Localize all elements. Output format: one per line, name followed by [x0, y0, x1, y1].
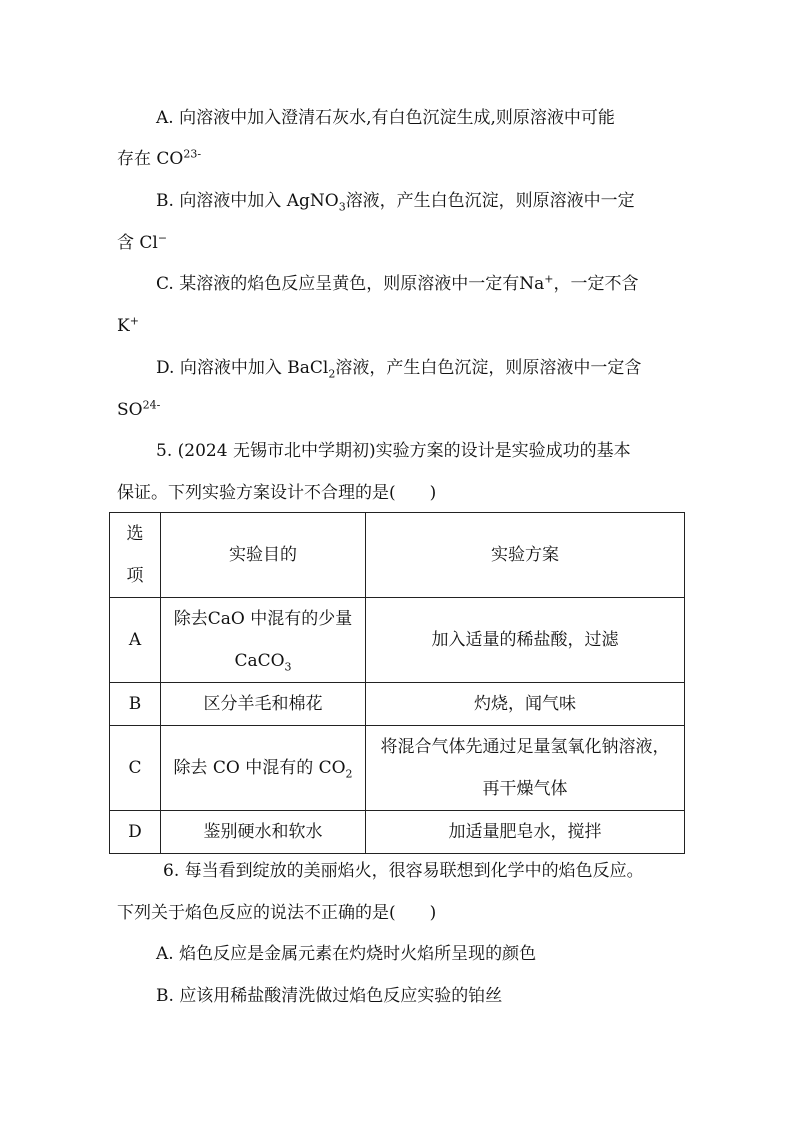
row-b-goal: 区分羊毛和棉花 — [161, 683, 366, 726]
q6-option-a-label: A. — [156, 944, 174, 964]
header-plan: 实验方案 — [366, 513, 685, 598]
q4-option-b — [156, 189, 635, 213]
q4-option-a-text: 向溶液中加入澄清石灰水,有白色沉淀生成,则原溶液中可能 — [179, 108, 615, 128]
q4-option-c-cont-text: K — [117, 316, 130, 336]
header-option-char1: 选 — [126, 524, 144, 544]
q5-stem-line2 — [117, 481, 436, 505]
q4-option-d-sup: 24- — [142, 398, 161, 412]
header-goal: 实验目的 — [161, 513, 366, 598]
row-d-option: D — [110, 811, 161, 854]
row-a-goal-line2 — [167, 640, 359, 682]
row-a-plan: 加入适量的稀盐酸，过滤 — [366, 598, 685, 683]
q5-number: 5. — [156, 441, 173, 461]
q6-option-a — [156, 942, 536, 966]
q4-option-c-label: C. — [156, 274, 174, 294]
row-c-option: C — [110, 726, 161, 811]
q4-option-b-label: B. — [156, 191, 174, 211]
q4-option-b-cont — [117, 231, 167, 255]
row-c-goal-sub: 2 — [345, 767, 353, 781]
q6-option-b-label: B. — [156, 986, 174, 1006]
row-a-option: A — [110, 598, 161, 683]
header-option — [110, 513, 161, 598]
q6-stem2: 下列关于焰色反应的说法不正确的是( ) — [117, 903, 437, 923]
q6-stem-line2 — [117, 901, 436, 925]
q4-option-c-text2: ，一定不含 — [553, 274, 639, 294]
q4-option-d-cont — [117, 398, 160, 422]
q4-option-d-text1: 向溶液中加入 BaCl — [179, 358, 329, 378]
q4-option-b-cont-text: 含 Cl — [117, 233, 158, 253]
q4-option-d-text2: 溶液，产生白色沉淀，则原溶液中一定含 — [335, 358, 642, 378]
q4-option-b-text1: 向溶液中加入 AgNO — [179, 191, 339, 211]
q4-option-b-sub: 3 — [338, 200, 346, 214]
q6-stem-line1 — [163, 859, 644, 883]
row-c-plan — [366, 726, 685, 811]
q4-option-a-cont-text: 存在 CO — [117, 149, 184, 169]
q5-stem1: (2024 无锡市北中学期初)实验方案的设计是实验成功的基本 — [177, 441, 631, 461]
q4-option-c-sup: + — [544, 272, 554, 286]
q6-number: 6. — [163, 861, 180, 881]
q6-stem1: 每当看到绽放的美丽焰火，很容易联想到化学中的焰色反应。 — [184, 861, 644, 881]
table-row — [110, 726, 685, 811]
q4-option-d-cont-text: SO — [117, 400, 143, 420]
row-a-goal-formula: CaCO — [234, 651, 285, 671]
table-header-row — [110, 513, 685, 598]
row-d-plan: 加适量肥皂水，搅拌 — [366, 811, 685, 854]
q4-option-c — [156, 272, 638, 296]
q4-option-d — [156, 356, 641, 380]
q4-option-b-sup: − — [157, 231, 168, 245]
q4-option-d-label: D. — [156, 358, 175, 378]
row-a-goal — [161, 598, 366, 683]
row-b-plan: 灼烧，闻气味 — [366, 683, 685, 726]
row-d-goal: 鉴别硬水和软水 — [161, 811, 366, 854]
header-option-char2: 项 — [126, 566, 144, 586]
q4-option-c-cont-sup: + — [129, 314, 139, 328]
row-b-option: B — [110, 683, 161, 726]
q5-stem2: 保证。下列实验方案设计不合理的是( ) — [117, 483, 437, 503]
experiment-table — [109, 512, 685, 854]
q4-option-a-label: A. — [156, 108, 174, 128]
row-c-goal-text: 除去 CO 中混有的 CO — [173, 758, 346, 778]
row-a-goal-line1: 除去CaO 中混有的少量 — [173, 609, 353, 629]
q6-option-b-text: 应该用稀盐酸清洗做过焰色反应实验的铂丝 — [179, 986, 503, 1006]
table-row — [110, 598, 685, 683]
row-a-goal-sub: 3 — [284, 660, 292, 674]
table-row — [110, 683, 685, 726]
q4-option-b-text2: 溶液，产生白色沉淀，则原溶液中一定 — [345, 191, 635, 211]
row-c-goal — [161, 726, 366, 811]
q4-option-a-cont — [117, 147, 201, 171]
q6-option-b — [156, 984, 502, 1008]
q5-stem-line1 — [156, 439, 631, 463]
row-c-plan-line1: 将混合气体先通过足量氢氧化钠溶液， — [380, 737, 670, 757]
table-row — [110, 811, 685, 854]
q4-option-a — [156, 106, 615, 130]
q4-option-d-sub: 2 — [328, 367, 336, 381]
q6-option-a-text: 焰色反应是金属元素在灼烧时火焰所呈现的颜色 — [179, 944, 537, 964]
q4-option-c-cont — [117, 314, 139, 338]
q4-option-c-text: 某溶液的焰色反应呈黄色，则原溶液中一定有Na — [179, 274, 545, 294]
q4-option-a-sup: 23- — [183, 147, 202, 161]
row-c-plan-line2: 再干燥气体 — [482, 779, 568, 799]
